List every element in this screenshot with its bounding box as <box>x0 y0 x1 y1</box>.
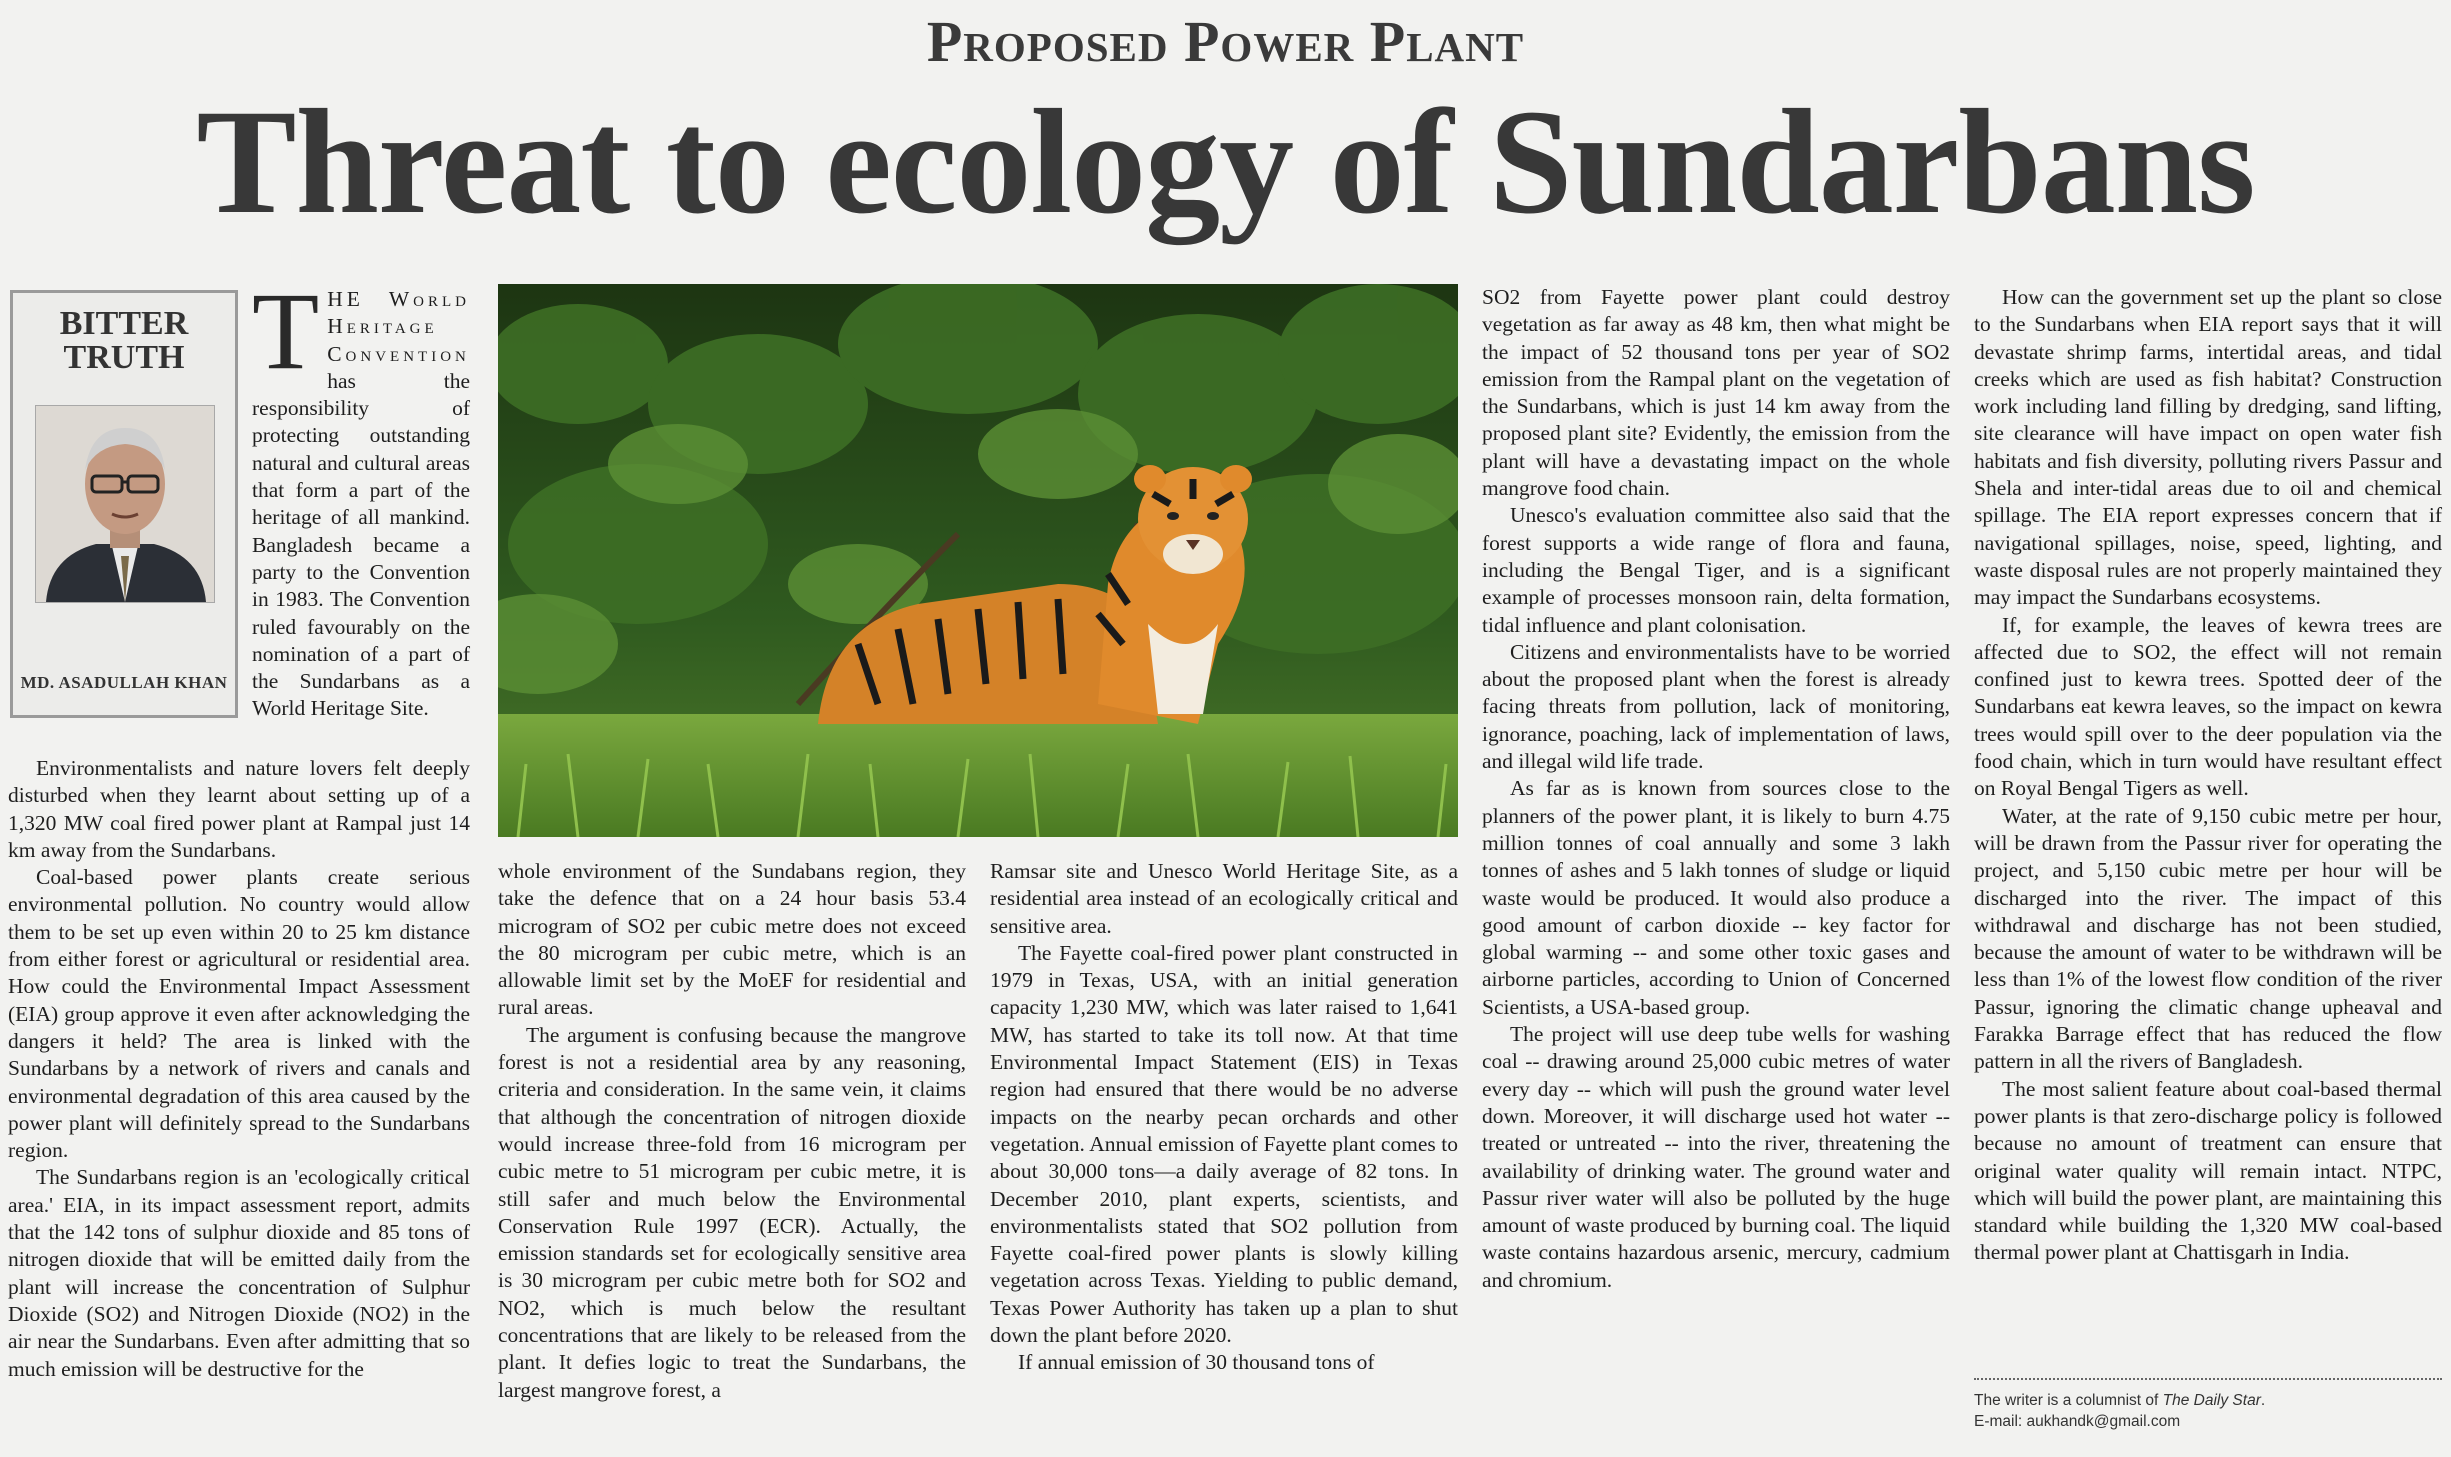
paragraph: Unesco's evaluation committee also said that the forest supports a wide range of flora and fauna, including the Bengal Tiger, and is a significant example of processes monsoon rain, delta formation, tidal influence and plant colonisation. <box>1482 503 1950 637</box>
drop-cap: T <box>252 270 320 392</box>
headline: Threat to ecology of Sundarbans <box>196 79 2255 245</box>
author-note-prefix: The writer is a columnist of <box>1974 1392 2159 1409</box>
intro-paragraph <box>252 270 470 723</box>
author-note-suffix: . <box>2260 1392 2266 1409</box>
column-badge <box>10 290 238 718</box>
paragraph: Water, at the rate of 9,150 cubic metre per hour, will be drawn from the Passur river for operating the project, and 5,150 cubic metre per hour will be discharged into the river. The impact of this withdrawal and discharge has not been studied, because the amount of water to be withdrawn will be less than 1% of the lowest flow condition of the river Passur, ignoring the climatic change upheaval and Farakka Barrage effect that has reduced the flow pattern in all the rivers of Bangladesh. <box>1974 803 2442 1074</box>
author-note-paper: The Daily Star <box>2162 1392 2261 1409</box>
column-name-line1: BITTER <box>59 305 189 342</box>
paragraph: The Sundarbans region is an 'ecologically critical area.' EIA, in its impact assessment report, admits that the 142 tons of sulphur dioxide and 85 tons of nitrogen dioxide that will be emitted daily from the plant will increase the concentration of Sulphur Dioxide (SO2) and Nitrogen Dioxide (NO2) in the air near the Sundarbans. Even after admitting that so much emission will be destructive for the <box>8 1165 470 1381</box>
paragraph: The most salient feature about coal-based thermal power plants is that zero-discharge policy is followed because no amount of treatment can ensure that original water quality will remain intact. NTPC, which will build the power plant, are maintaining this standard while building the 1,320 MW coal-based thermal power plant at Chattisgarh in India. <box>1974 1076 2442 1265</box>
author-byline: MD. ASADULLAH KHAN <box>20 673 228 692</box>
intro-lead: HE World Heritage Convention <box>327 287 470 366</box>
author-note-line1 <box>1974 1390 2442 1411</box>
author-portrait-illustration <box>36 406 214 602</box>
article-column-2 <box>498 858 966 1404</box>
paragraph: Environmentalists and nature lovers felt deeply disturbed when they learnt about setting up of a 1,320 MW coal fired power plant at Rampal just 14 km away from the Sundarbans. <box>8 756 470 862</box>
column-name-line2: TRUTH <box>63 339 185 376</box>
intro-text: has the responsibility of protecting outstanding natural and cultural areas that form a part of the heritage of all mankind. Bangladesh became a party to the Convention in 1983. The Convention ruled favourably on the nomination of a part of the Sundarbans as a World Heritage Site. <box>252 368 470 721</box>
paragraph: Coal-based power plants create serious environmental pollution. No country would allow them to be set up even within 20 to 25 km distance from either forest or agricultural or residential area. How could the Environmental Impact Assessment (EIA) group approve it even after acknowledging the dangers it held? The area is linked with the Sundarbans by a network of rivers and canals and environmental degradation of this area caused by the power plant will definitely spread to the Sundarbans region. <box>8 865 470 1163</box>
footer-divider <box>1974 1378 2442 1380</box>
tiger-illustration <box>498 284 1458 837</box>
author-email: E-mail: aukhandk@gmail.com <box>1974 1413 2181 1430</box>
tiger-photo <box>498 284 1458 837</box>
author-note <box>1974 1390 2442 1432</box>
paragraph: Ramsar site and Unesco World Heritage Site, as a residential area instead of an ecologically critical and sensitive area. <box>990 859 1458 938</box>
paragraph: The project will use deep tube wells for washing coal -- drawing around 25,000 cubic metres of water every day -- which will push the ground water level down. Moreover, it will discharge used hot water -- treated or untreated -- into the river, threatening the availability of drinking water. The ground water and Passur river water will also be polluted by the huge amount of waste produced by burning coal. The liquid waste contains hazardous arsenic, mercury, cadmium and chromium. <box>1482 1022 1950 1292</box>
paragraph: As far as is known from sources close to the planners of the power plant, it is likely to burn 4.75 million tonnes of coal annually and some 3 lakh tonnes of ashes and 5 lakh tonnes of sludge or liquid waste would be produced. It would also produce a good amount of carbon dioxide -- key factor for global warming -- and some other toxic gases and airborne particles, according to Union of Concerned Scientists, a USA-based group. <box>1482 776 1950 1019</box>
section-kicker: Proposed Power Plant <box>926 9 1525 74</box>
article-column-4 <box>1482 284 1950 1294</box>
article-column-1 <box>8 755 470 1383</box>
paragraph: whole environment of the Sundabans region, they take the defence that on a 24 hour basis 53.4 microgram of SO2 per cubic metre does not exceed the 80 microgram per cubic metre, which is an allowable limit set by the MoEF for residential and rural areas. <box>498 859 966 1020</box>
paragraph: How can the government set up the plant so close to the Sundarbans when EIA report says that it will devastate shrimp farms, intertidal areas, and tidal creeks which are used as fish habitat? Construction work including land filling by dredging, sand lifting, site clearance will have impact on open water fish habitats and fish diversity, polluting rivers Passur and Shela and inter-tidal areas due to oil and chemical spillage. The EIA report expresses concern that if navigational spillages, noise, speed, lighting, and waste disposal rules are not properly maintained they may impact the Sundarbans ecosystems. <box>1974 285 2442 610</box>
article-column-3 <box>990 858 1458 1377</box>
paragraph: If annual emission of 30 thousand tons of <box>1018 1350 1375 1375</box>
paragraph: The Fayette coal-fired power plant constructed in 1979 in Texas, USA, with an initial generation capacity 1,230 MW, which was later raised to 1,641 MW, has started to take its toll now. At that time Environmental Impact Statement (EIS) in Texas region had ensured that there would be no adverse impacts on the nearby pecan orchards and other vegetation. Annual emission of Fayette plant comes to about 30,000 tons—a daily average of 82 tons. In December 2010, plant experts, scientists, and environmentalists stated that SO2 pollution from Fayette coal-fired power plants is slowly killing vegetation across Texas. Yielding to public demand, Texas Power Authority has taken up a plan to shut down the plant before 2020. <box>990 940 1458 1348</box>
article-column-5 <box>1974 284 2442 1267</box>
paragraph: The argument is confusing because the mangrove forest is not a residential area by any reasoning, criteria and consideration. In the same vein, it claims that although the concentration of nitrogen dioxide would increase three-fold from 16 microgram per cubic metre to 51 microgram per cubic metre, it is still safer and much below the Environmental Conservation Rule 1997 (ECR). Actually, the emission standards set for ecologically sensitive area is 30 microgram per cubic metre both for SO2 and NO2, which is much below the resultant concentrations that are likely to be released from the plant. It defies logic to treat the Sundarbans, the largest mangrove forest, a <box>498 1022 966 1402</box>
paragraph: SO2 from Fayette power plant could destroy vegetation as far away as 48 km, then what might be the impact of 52 thousand tons per year of SO2 emission from the Rampal plant on the vegetation of the Sundarbans, which is just 14 km away from the proposed plant site? Evidently, the emission from the plant will have a devastating impact on the whole mangrove food chain. <box>1482 285 1950 501</box>
paragraph: Citizens and environmentalists have to be worried about the proposed plant when the forest is already facing threats from pollution, lack of monitoring, ignorance, poaching, lack of implementation of laws, and illegal wild life trade. <box>1482 639 1950 774</box>
paragraph: If, for example, the leaves of kewra trees are affected due to SO2, the effect will not remain confined just to kewra trees. Spotted deer of the Sundarbans eat kewra leaves, so the impact on kewra trees would spill over to the deer population via the food chain, which in turn would have resultant effect on Royal Bengal Tigers as well. <box>1974 612 2442 801</box>
author-portrait <box>35 405 215 603</box>
column-name <box>13 307 235 375</box>
